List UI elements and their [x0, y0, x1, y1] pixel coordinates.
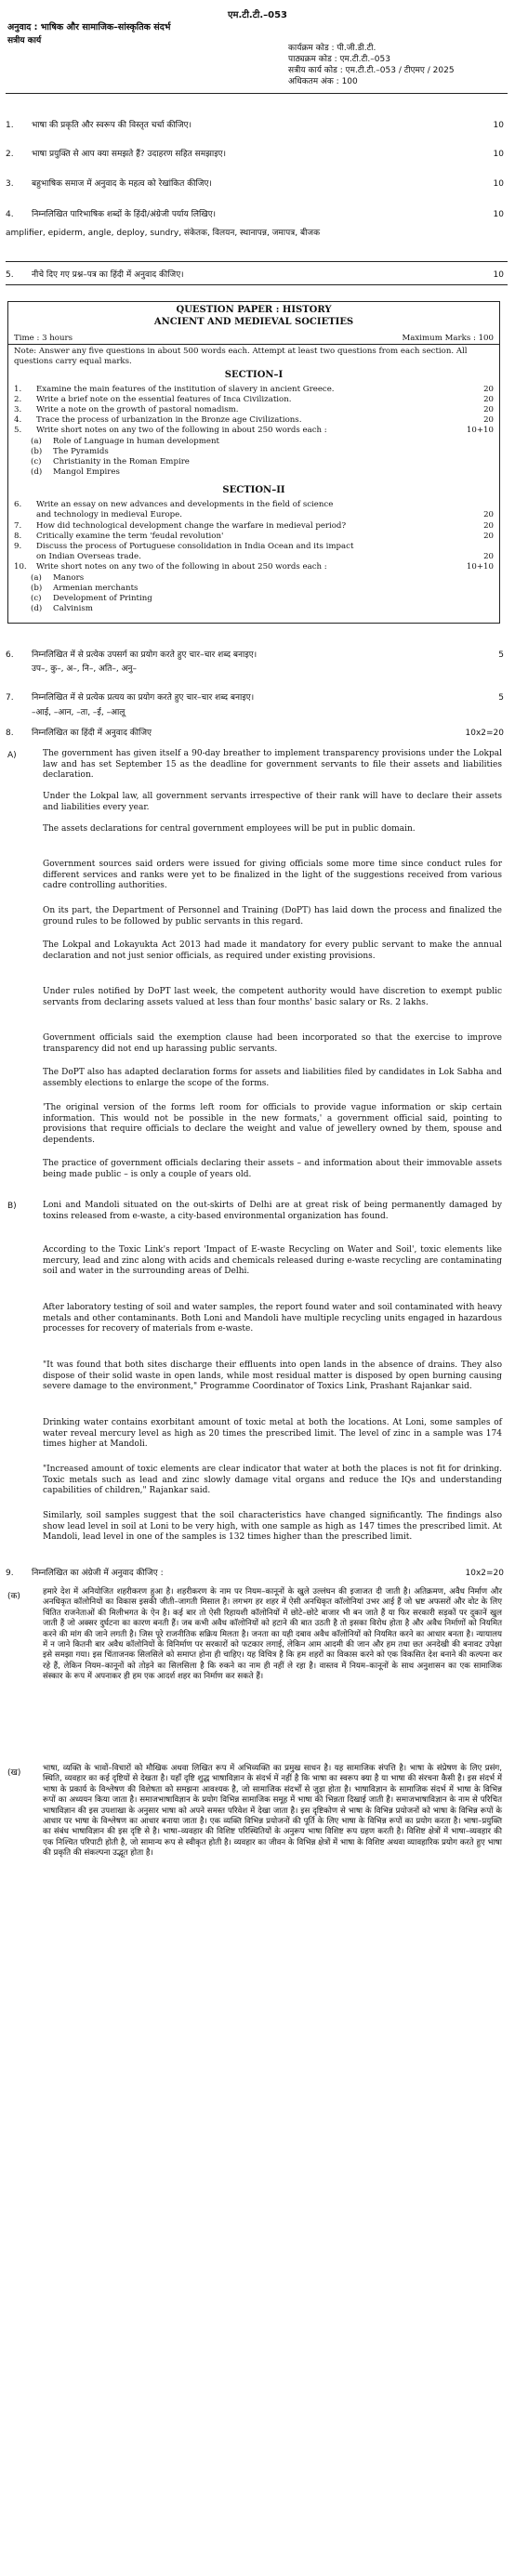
q-text: and technology in medieval Europe. — [36, 510, 182, 519]
question-text: निम्नलिखित का अंग्रेजी में अनुवाद कीजिए : — [32, 1569, 164, 1578]
paper-time: Time : 3 hours — [14, 334, 73, 343]
sub-label: (a) — [31, 437, 42, 446]
passage-a-p6: The Lokpal and Lokayukta Act 2013 had made it mandatory for every public servant to make the annual declaration and not just senior officials, as required under existing provisions. — [43, 940, 502, 961]
course-code-heading: एम.टी.टी.–053 — [227, 10, 288, 20]
q-marks: 20 — [483, 405, 494, 414]
q-marks: 20 — [483, 385, 494, 394]
paper-subtitle: ANCIENT AND MEDIEVAL SOCIETIES — [153, 317, 354, 327]
divider — [6, 261, 508, 262]
passage-a-p10: 'The original version of the forms left room for officials to provide vague information or skip certain information. This would not be possible in the new formats,' a government official said, pointing to provisions that require officials to declare the weight and value of jewellery owned by them, spouse and dependents. — [43, 1103, 502, 1145]
paper-title: QUESTION PAPER : HISTORY — [176, 305, 332, 315]
passage-a-p1: The government has given itself a 90-day breather to implement transparency provisions under the Lokpal law and has set September 15 as the deadline for government servants to file their assets and liabilities declaration. — [43, 749, 502, 781]
passage-a-p4: Government sources said orders were issued for giving officials some more time since conduct rules for different services and ranks were yet to be finalized in the light of the suggestions received from various cadre controlling authorities. — [43, 860, 502, 891]
question-number: 1. — [6, 121, 14, 130]
q-text: Examine the main features of the institution of slavery in ancient Greece. — [36, 385, 335, 394]
sub-label: (a) — [31, 573, 42, 583]
q-num: 8. — [14, 532, 22, 541]
passage-a-p7: Under rules notified by DoPT last week, the competent authority would have discretion to exempt public servants from declaring assets valued at less than four months' basic salary or Rs. 2 lakhs. — [43, 987, 502, 1007]
sub-text: Manors — [53, 573, 85, 583]
passage-b-label: B) — [7, 1202, 17, 1211]
sub-text: Calvinism — [53, 604, 93, 613]
meta-assignment-code: सत्रीय कार्य कोड : एम.टी.टी.–053 / टीएमए / 2025 — [288, 66, 455, 75]
question-marks: 10 — [493, 179, 504, 189]
q-text: How did technological development change the warfare in medieval period? — [36, 521, 347, 531]
q-text: Write short notes on any two of the following in about 250 words each : — [36, 426, 327, 435]
meta-course-code: पाठ्यक्रम कोड : एम.टी.टी.–053 — [288, 55, 390, 64]
passage-b-p3: After laboratory testing of soil and water samples, the report found water and soil contaminated with heavy metals and other contaminants. Both Loni and Mandoli have multiple recycling units engaged in hazardous processes for recovery of materials from e-waste. — [43, 1303, 502, 1334]
q-text: Critically examine the term 'feudal revolution' — [36, 532, 224, 541]
passage-a-p11: The practice of government officials declaring their assets – and information about their immovable assets being made public – is only a couple of years old. — [43, 1159, 502, 1179]
question-text: नीचे दिए गए प्रश्न–पत्र का हिंदी में अनुवाद कीजिए। — [32, 270, 184, 280]
hindi-passage-b-label: (ख) — [7, 1768, 21, 1778]
sub-label: (b) — [31, 447, 43, 456]
passage-b-p2: According to the Toxic Link's report 'Impact of E-waste Recycling on Water and Soil', toxic elements like mercury, lead and zinc along with acids and chemicals released during e-waste recycling are contaminating soil and water in the surrounding areas of Delhi. — [43, 1245, 502, 1277]
question-marks: 10 — [493, 210, 504, 219]
passage-a-p8: Government officials said the exemption clause had been incorporated so that the exercise to improve transparency did not end up harassing public servants. — [43, 1033, 502, 1054]
sub-text: Role of Language in human development — [53, 437, 219, 446]
prefix-list: उप–, कु–, अ–, नि–, अति–, अनु– — [32, 664, 137, 674]
question-number: 7. — [6, 693, 14, 703]
question-marks: 10x2=20 — [465, 729, 504, 738]
q-marks: 20 — [483, 552, 494, 561]
passage-a-p2: Under the Lokpal law, all government servants irrespective of their rank will have to declare their assets and liabilities every year. — [43, 792, 502, 812]
question-text: निम्नलिखित का हिंदी में अनुवाद कीजिए — [32, 729, 152, 738]
hindi-passage-a: हमारे देश में अनियोजित शहरीकरण हुआ है। शहरीकरण के नाम पर नियम–कानूनों के खुले उल्लंघन की इजाजत दी जाती है। अतिक्रमण, अवैध निर्माण और अनधिकृत कॉलोनियों का विकास इसकी जीती–जागती मिसाल है। लगभग हर शहर में ऐसी अनधिकृत कॉलोनियां उभर आई हैं जो भ्रष्ट अफसरों और वोट के लिए चिंतित राजनेताओं की मिलीभगत के ऐन है। कई बार तो ऐसी रिहायशी कॉलोनियों में छोटे–छोटे बाजार भी बन जाते हैं या फिर सरकारी सड़कों पर दुकानें खुल जाती हैं जो अक्सर दुर्घटना का कारण बनती हैं। जब कभी अवैध कॉलोनियों को हटाने की बात उठती है तो इसका विरोध होता है और अवैध निर्माणों को नियमित करने की मांग की जाने लगती है। जिस पूरे राजनीतिक सक्रिय मिलता है। जनता का यही दबाव अवैध कॉलोनियों को नियमित करने का आधार बनता है। न्यायालय में न जाने कितनी बार अवैध कॉलोनियों के विनिर्माण पर सरकारों को फटकार लगाई, लेकिन आम आदमी की जान और हम तथा छत अनदेखी की बनावट उपेक्षा इसे समझा गया। इस चिंताजनक सिलसिले को समाप्त होना ही चाहिए। यह विचित्र है कि हम शहरों का विकास करने को एक विकसित देश बनाने की कल्पना कर रहे हैं, लेकिन नियम–कानूनों को तोड़ने का सिलसिला है कि रुकने का नाम ही नहीं ले रहा है। वास्तव में नियम–कानूनों के साथ अनुशासन का एक सामाजिक संस्कार के रूप में अपनाकर ही हम एक आदर्श शहर का निर्माण कर सकते हैं। — [43, 1587, 502, 1682]
passage-a-label: A) — [7, 751, 17, 760]
section-1-heading: SECTION–I — [224, 370, 284, 380]
q-marks: 20 — [483, 415, 494, 425]
meta-programme-code: कार्यक्रम कोड : पी.जी.डी.टी. — [288, 44, 376, 53]
passage-a-p9: The DoPT also has adapted declaration forms for assets and liabilities filed by candidates in Lok Sabha and assembly elections to enlarge the scope of the forms. — [43, 1068, 502, 1088]
sub-text: The Pyramids — [53, 447, 109, 456]
q-text: Discuss the process of Portuguese consolidation in India Ocean and its impact — [36, 542, 354, 551]
question-marks: 10 — [493, 150, 504, 159]
question-number: 2. — [6, 150, 14, 159]
history-question-paper — [7, 301, 500, 624]
q-marks: 10+10 — [466, 562, 494, 572]
sub-label: (d) — [31, 604, 43, 613]
hindi-passage-a-label: (क) — [7, 1592, 20, 1601]
question-number: 4. — [6, 210, 14, 219]
passage-a-p5: On its part, the Department of Personnel and Training (DoPT) has laid down the process and finalized the ground rules to be followed by public servants in this regard. — [43, 906, 502, 927]
question-text: amplifier, epiderm, angle, deploy, sundry, संकेतक, विलयन, स्थानापन्न, जमापत्र, बीजक — [6, 229, 321, 238]
question-marks: 5 — [498, 651, 504, 660]
question-number: 6. — [6, 651, 14, 660]
q-num: 4. — [14, 415, 22, 425]
q-text: Write a brief note on the essential features of Inca Civilization. — [36, 395, 292, 404]
q-marks: 10+10 — [466, 426, 494, 435]
meta-max-marks: अधिकतम अंक : 100 — [288, 77, 358, 86]
q-text: Trace the process of urbanization in the Bronze age Civilizations. — [36, 415, 302, 425]
question-marks: 10x2=20 — [465, 1569, 504, 1578]
passage-b-p7: Similarly, soil samples suggest that the soil characteristics have changed significantly. The findings also show lead level in soil at Loni to be very high, with one sample as high as 147 times the prescribed limit. At Mandoli, lead level in one of the samples is 132 times higher than the prescribed limit. — [43, 1511, 502, 1543]
sub-label: (c) — [31, 594, 42, 603]
sub-label: (c) — [31, 457, 42, 467]
question-number: 3. — [6, 179, 14, 189]
q-marks: 20 — [483, 510, 494, 519]
sub-text: Armenian merchants — [53, 584, 139, 593]
passage-b-p1: Loni and Mandoli situated on the out-skirts of Delhi are at great risk of being permanently damaged by toxins released from e-waste, a city-based environmental organization has found. — [43, 1201, 502, 1221]
passage-b-p6: "Increased amount of toxic elements are clear indicator that water at both the places is not fit for drinking. Toxic metals such as lead and zinc slowly damage vital organs and reduce the IQs and understanding capabilities of children," Rajankar said. — [43, 1465, 502, 1496]
question-text: भाषा प्रयुक्ति से आप क्या समझते हैं? उदाहरण सहित समझाइए। — [32, 150, 227, 159]
question-text: भाषा की प्रकृति और स्वरूप की विस्तृत चर्चा कीजिए। — [32, 121, 192, 130]
q-num: 6. — [14, 500, 22, 509]
question-number: 5. — [6, 270, 14, 280]
q-num: 10. — [14, 562, 27, 572]
question-text: बहुभाषिक समाज में अनुवाद के महत्व को रेखांकित कीजिए। — [32, 179, 212, 189]
sub-text: Mangol Empires — [53, 467, 120, 477]
suffix-list: –आई, –आन, –ता, –ई, –आलू — [32, 708, 125, 717]
q-num: 7. — [14, 521, 22, 531]
q-num: 1. — [14, 385, 22, 394]
q-num: 3. — [14, 405, 22, 414]
passage-b-p4: "It was found that both sites discharge their effluents into open lands in the absence of drains. They also dispose of their solid waste in open lands, while most residual matter is disposed by open burning causing severe damage to the environment," Programme Coordinator of Toxics Link, Prashant Rajankar said. — [43, 1360, 502, 1392]
q-marks: 20 — [483, 532, 494, 541]
assignment-meta — [288, 43, 511, 87]
question-marks: 10 — [493, 270, 504, 280]
sub-text: Christianity in the Roman Empire — [53, 457, 190, 467]
question-marks: 5 — [498, 693, 504, 703]
q-marks: 20 — [483, 521, 494, 531]
q-num: 9. — [14, 542, 22, 551]
assignment-subtitle: सत्रीय कार्य — [7, 36, 42, 46]
question-text: निम्नलिखित में से प्रत्येक उपसर्ग का प्रयोग करते हुए चार–चार शब्द बनाइए। — [32, 651, 258, 660]
question-number: 9. — [6, 1569, 14, 1578]
header-divider — [6, 93, 508, 94]
passage-a-p3: The assets declarations for central government employees will be put in public domain. — [43, 824, 416, 834]
hindi-passage-b: भाषा, व्यक्ति के भावों–विचारों को मौखिक अथवा लिखित रूप में अभिव्यक्ति का प्रमुख साधन है। यह सामाजिक संपत्ति है। भाषा के संप्रेषण के लिए प्रसंग, स्थिति, व्यवहार का कई दृष्टियों से देखता है। यहाँ दृष्टि शुद्ध भाषाविज्ञान के संदर्भ में नहीं है कि भाषा का स्वरूप क्या है या भाषा की संरचना कैसी है। इस संदर्भ में भाषा के प्रकार्य के विश्लेषण की विशेषता को समझना आवश्यक है, जो सामाजिक संदर्भों से जुड़ा होता है। भाषाविज्ञान के सामाजिक संदर्भ में भाषा के विभिन्न रूपों का अध्ययन किया जाता है। समाजभाषाविज्ञान के प्रयोग विभिन्न सामाजिक समूह में भाषा की भिन्नता दिखाई जाती है। समाजभाषाविज्ञान के नाम से परिचित भाषाविज्ञान की इस उपशाखा के अनुसार भाषा को अपने समस्त परिवेश में देखा जाता है। इस दृष्टिकोण से भाषा के विभिन्न प्रयोजनों को भाषा के विभिन्न रूपों के आधार पर भाषा के विश्लेषण का आधार बनाया जाता है। एक व्यक्ति विभिन्न प्रयोजनों की पूर्ति के लिए भाषा के विभिन्न रूपों का प्रयोग करता है। भाषा–प्रयुक्ति का संबंध भाषाविज्ञान की इस दृष्टि से है। भाषा–व्यवहार की विशिष्ट परिस्थितियों के अनुरूप भाषा विशिष्ट रूप ग्रहण करती है। विशिष्ट क्षेत्रों में भाषा–व्यवहार की एक निश्चित परिपाटी होती है, जो सामान्य रूप से स्वीकृत होती है। व्यवहार का जीवन के विभिन्न क्षेत्रों में भाषा के विशिष्ट अथवा व्यावहारिक प्रयोग करते हुए भाषा की प्रकृति की संकल्पना उद्भूत होता है। — [43, 1764, 502, 1859]
sub-text: Development of Printing — [53, 594, 152, 603]
sub-label: (b) — [31, 584, 43, 593]
q-num: 5. — [14, 426, 22, 435]
passage-b-p5: Drinking water contains exorbitant amount of toxic metal at both the locations. At Loni, some samples of water reveal mercury level as high as 20 times the prescribed limit. The level of zinc in a sample was 174 times higher at Mandoli. — [43, 1418, 502, 1450]
question-text: निम्नलिखित में से प्रत्येक प्रत्यय का प्रयोग करते हुए चार–चार शब्द बनाइए। — [32, 693, 255, 703]
section-2-heading: SECTION–II — [222, 485, 285, 495]
q-marks: 20 — [483, 395, 494, 404]
q-text: Write a note on the growth of pastoral nomadism. — [36, 405, 239, 414]
course-title: अनुवाद : भाषिक और सामाजिक–सांस्कृतिक संदर्भ — [7, 22, 171, 33]
question-number: 8. — [6, 729, 14, 738]
sub-label: (d) — [31, 467, 43, 477]
paper-max-marks: Maximum Marks : 100 — [402, 334, 494, 343]
q-num: 2. — [14, 395, 22, 404]
q-text: Write short notes on any two of the following in about 250 words each : — [36, 562, 327, 572]
paper-note: Note: Answer any five questions in about 500 words each. Attempt at least two questions from each section. All questions carry equal marks. — [14, 347, 468, 366]
divider — [6, 284, 508, 285]
q-text: on Indian Overseas trade. — [36, 552, 141, 561]
q-text: Write an essay on new advances and developments in the field of science — [36, 500, 334, 509]
paper-divider — [8, 344, 499, 345]
question-text: निम्नलिखित पारिभाषिक शब्दों के हिंदी/अंग्रेजी पर्याय लिखिए। — [32, 210, 217, 219]
question-marks: 10 — [493, 121, 504, 130]
